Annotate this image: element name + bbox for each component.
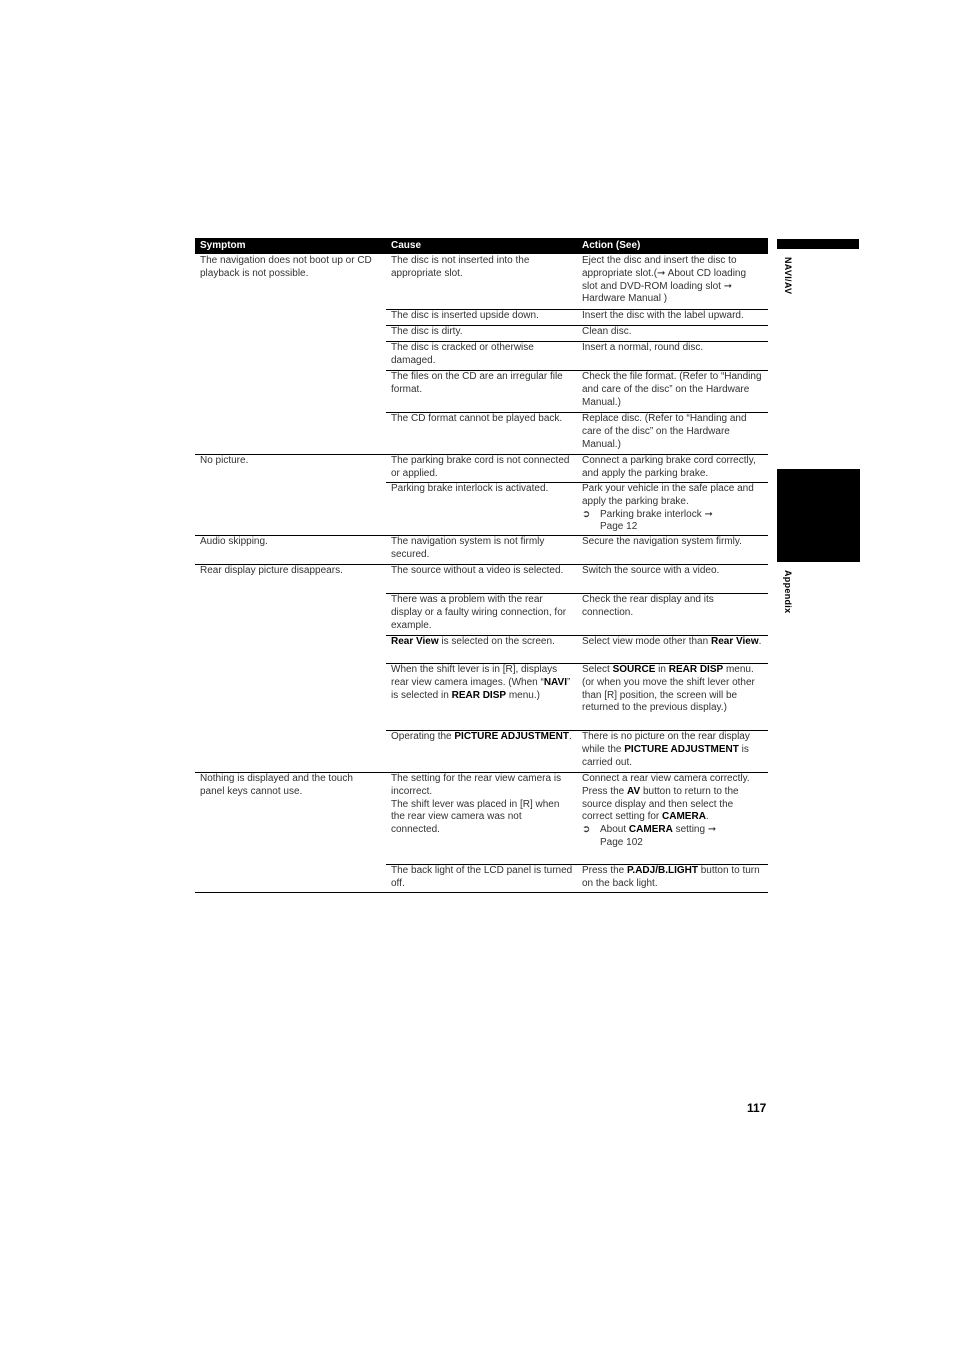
appendix-tab-marker — [777, 469, 860, 562]
cause-cell: The disc is inserted upside down. — [391, 310, 539, 321]
action-cell: Secure the navigation system firmly. — [582, 536, 742, 547]
action-cell: Press the P.ADJ/B.LIGHT button to turn on the back light. — [582, 865, 760, 889]
cause-cell: The CD format cannot be played back. — [391, 413, 563, 424]
cause-cell: The back light of the LCD panel is turned off. — [391, 865, 573, 889]
cause-cell: Operating the PICTURE ADJUSTMENT. — [391, 731, 572, 742]
symptom-cell: No picture. — [200, 455, 249, 466]
section-tab-marker — [777, 239, 859, 249]
symptom-cell: Audio skipping. — [200, 536, 268, 547]
arrow-icon: ➞ — [657, 267, 666, 279]
cause-cell: Rear View is selected on the screen. — [391, 636, 555, 647]
action-cell: Insert the disc with the label upward. — [582, 310, 744, 321]
action-cell: Connect a rear view camera correctly. Press the AV button to return to the source display and then select the correct setting for CAMERA. ➲ About CAMERA setting ➞ Page 102 — [582, 773, 750, 848]
action-cell: Switch the source with a video. — [582, 565, 720, 576]
reference-arrow-icon: ➲ — [582, 824, 591, 836]
cause-cell: The navigation system is not firmly secured. — [391, 536, 545, 560]
arrow-icon: ➞ — [723, 280, 733, 292]
cause-cell: The files on the CD are an irregular file format. — [391, 371, 563, 395]
cause-cell: The setting for the rear view camera is incorrect. The shift lever was placed in [R] when the rear view camera was not connected. — [391, 773, 562, 836]
side-tab-navi-av: NAVI/AV — [783, 257, 793, 295]
action-cell: Insert a normal, round disc. — [582, 342, 704, 353]
side-tab-appendix: Appendix — [783, 570, 793, 614]
arrow-icon: ➞ — [704, 508, 713, 520]
action-cell: Connect a parking brake cord correctly, and apply the parking brake. — [582, 455, 756, 479]
table-header — [195, 238, 768, 254]
action-cell: Eject the disc and insert the disc to appropriate slot.(➞ About CD loading slot and DVD-ROM loading slot ➞ Hardware Manual ) — [582, 255, 747, 305]
header-action: Action (See) — [582, 240, 641, 251]
action-cell: Clean disc. — [582, 326, 632, 337]
action-cell: Replace disc. (Refer to “Handing and care of the disc” on the Hardware Manual.) — [582, 413, 747, 450]
action-cell: Park your vehicle in the safe place and apply the parking brake. ➲ Parking brake interlock ➞ Page 12 — [582, 483, 754, 533]
action-cell: Select SOURCE in REAR DISP menu.(or when you move the shift lever other than [R] position, the screen will be returned to the previous display.) — [582, 664, 755, 714]
symptom-cell: Nothing is displayed and the touch panel keys cannot use. — [200, 773, 353, 797]
cause-cell: The disc is not inserted into the appropriate slot. — [391, 255, 530, 279]
cause-cell: When the shift lever is in [R], displays rear view camera images. (When “NAVI” is selected in REAR DISP menu.) — [391, 664, 571, 701]
cause-cell: The source without a video is selected. — [391, 565, 564, 576]
arrow-icon: ➞ — [707, 824, 717, 836]
cause-cell: The disc is cracked or otherwise damaged. — [391, 342, 534, 366]
action-cell: Check the rear display and its connection. — [582, 594, 714, 618]
symptom-cell: The navigation does not boot up or CD playback is not possible. — [200, 255, 372, 279]
table-bottom-rule — [195, 892, 768, 893]
header-cause: Cause — [391, 240, 422, 251]
action-cell: Select view mode other than Rear View. — [582, 636, 762, 647]
header-symptom: Symptom — [200, 240, 246, 251]
cause-cell: The parking brake cord is not connected or applied. — [391, 455, 570, 479]
reference-arrow-icon: ➲ — [582, 508, 591, 520]
symptom-cell: Rear display picture disappears. — [200, 565, 343, 576]
action-cell: Check the file format. (Refer to “Handing and care of the disc” on the Hardware Manual.) — [582, 371, 762, 408]
cause-cell: Parking brake interlock is activated. — [391, 483, 549, 494]
cause-cell: There was a problem with the rear display or a faulty wiring connection, for example. — [391, 594, 567, 631]
page-number: 117 — [747, 1101, 767, 1115]
cause-cell: The disc is dirty. — [391, 326, 463, 337]
action-cell: There is no picture on the rear display while the PICTURE ADJUSTMENT is carried out. — [582, 731, 750, 768]
